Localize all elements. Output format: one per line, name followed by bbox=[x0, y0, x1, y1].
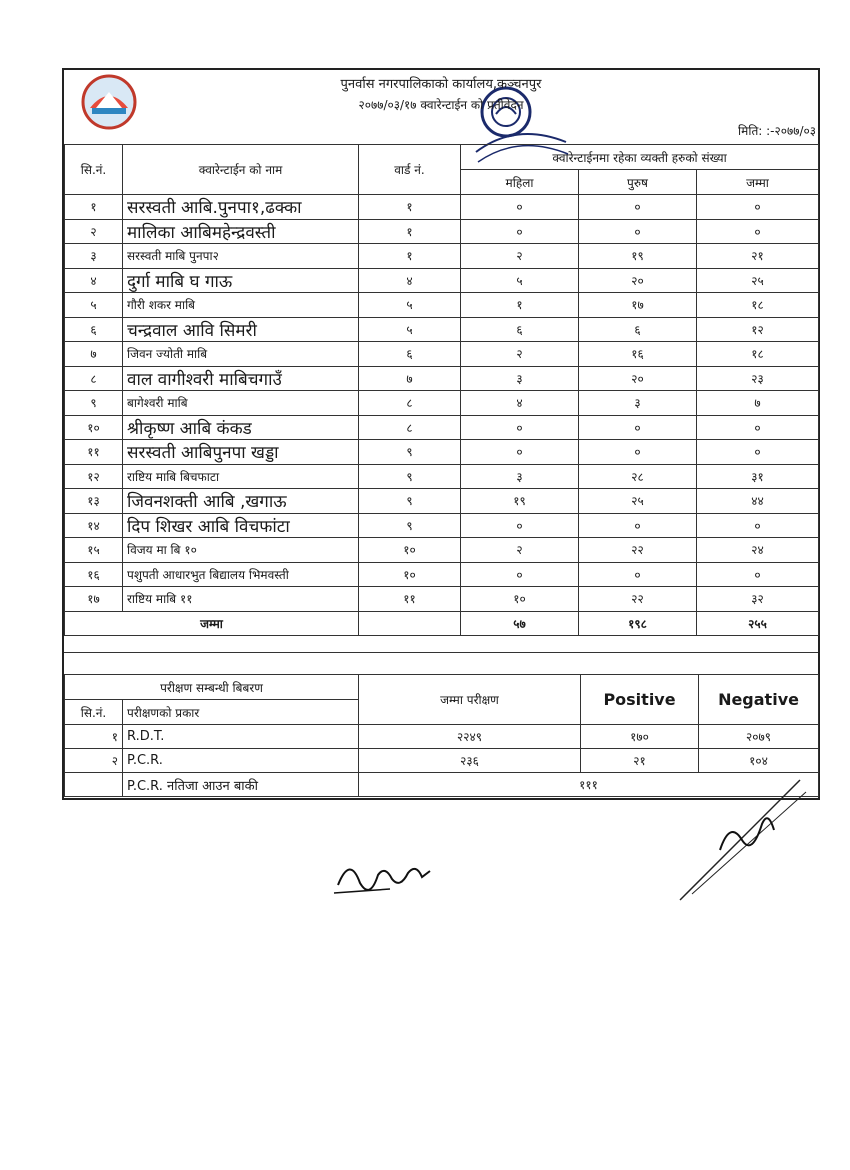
row-name: विजय मा बि १० bbox=[123, 538, 359, 563]
row-total: ० bbox=[697, 219, 819, 244]
table-row bbox=[65, 195, 819, 220]
row-total: १८ bbox=[697, 342, 819, 367]
negative-header: Negative bbox=[699, 675, 819, 725]
row-female: ० bbox=[461, 219, 579, 244]
row-name: सरस्वती आबि.पुनपा१,ढक्का bbox=[123, 195, 359, 220]
row-name: जिवनशक्ती आबि ,खगाऊ bbox=[123, 489, 359, 514]
test-negative: १०४ bbox=[699, 749, 819, 773]
row-ward: ९ bbox=[359, 464, 461, 489]
row-male: ० bbox=[579, 562, 697, 587]
row-male: २० bbox=[579, 366, 697, 391]
table-row bbox=[65, 244, 819, 269]
row-female: ० bbox=[461, 195, 579, 220]
positive-header: Positive bbox=[581, 675, 699, 725]
test-type: P.C.R. bbox=[123, 749, 359, 773]
totals-row bbox=[65, 611, 819, 636]
row-ward: १ bbox=[359, 195, 461, 220]
row-sn: ८ bbox=[65, 366, 123, 391]
row-male: १९ bbox=[579, 244, 697, 269]
row-name: जिवन ज्योती माबि bbox=[123, 342, 359, 367]
test-sn: २ bbox=[65, 749, 123, 773]
row-name: राष्टिय माबि ११ bbox=[123, 587, 359, 612]
row-total: ० bbox=[697, 440, 819, 465]
row-male: १७ bbox=[579, 293, 697, 318]
row-name: वाल वागीश्वरी माबिचगाउँ bbox=[123, 366, 359, 391]
table-row bbox=[65, 562, 819, 587]
report-date: मिति: :-२०७७/०३ bbox=[738, 124, 816, 138]
row-male: ० bbox=[579, 415, 697, 440]
row-ward: १ bbox=[359, 244, 461, 269]
table-row bbox=[65, 219, 819, 244]
row-total: २३ bbox=[697, 366, 819, 391]
row-ward: १० bbox=[359, 538, 461, 563]
row-male: ० bbox=[579, 195, 697, 220]
row-ward: ५ bbox=[359, 293, 461, 318]
row-sn: १० bbox=[65, 415, 123, 440]
row-total: २१ bbox=[697, 244, 819, 269]
row-ward: १ bbox=[359, 219, 461, 244]
row-total: ० bbox=[697, 195, 819, 220]
totals-ward bbox=[359, 611, 461, 636]
pending-label: P.C.R. नतिजा आउन बाकी bbox=[123, 773, 359, 797]
test-total: २३६ bbox=[359, 749, 581, 773]
totals-male: १९८ bbox=[579, 611, 697, 636]
row-total: २५ bbox=[697, 268, 819, 293]
female-header: महिला bbox=[461, 170, 579, 195]
row-ward: ८ bbox=[359, 415, 461, 440]
total-header: जम्मा bbox=[697, 170, 819, 195]
row-female: १ bbox=[461, 293, 579, 318]
table-row bbox=[65, 415, 819, 440]
row-female: ५ bbox=[461, 268, 579, 293]
table-row bbox=[65, 293, 819, 318]
row-male: २२ bbox=[579, 538, 697, 563]
row-ward: ९ bbox=[359, 489, 461, 514]
row-name: श्रीकृष्ण आबि कंकड bbox=[123, 415, 359, 440]
row-name: पशुपती आधारभुत बिद्यालय भिमवस्ती bbox=[123, 562, 359, 587]
table-row bbox=[65, 342, 819, 367]
test-type-header: परीक्षणको प्रकार bbox=[123, 700, 359, 725]
test-section-title: परीक्षण सम्बन्धी बिबरण bbox=[65, 675, 359, 700]
row-ward: ११ bbox=[359, 587, 461, 612]
pending-value: १११ bbox=[359, 773, 819, 797]
row-name: राष्टिय माबि बिचफाटा bbox=[123, 464, 359, 489]
test-positive: १७० bbox=[581, 725, 699, 749]
row-sn: ४ bbox=[65, 268, 123, 293]
row-ward: ८ bbox=[359, 391, 461, 416]
quarantine-rows bbox=[65, 195, 819, 612]
row-sn: १६ bbox=[65, 562, 123, 587]
row-ward: ९ bbox=[359, 440, 461, 465]
report-sheet bbox=[62, 68, 820, 800]
row-name: बागेश्वरी माबि bbox=[123, 391, 359, 416]
quarantine-table bbox=[64, 144, 819, 636]
row-male: ३ bbox=[579, 391, 697, 416]
row-sn: १३ bbox=[65, 489, 123, 514]
table-row bbox=[65, 317, 819, 342]
row-female: १९ bbox=[461, 489, 579, 514]
totals-female: ५७ bbox=[461, 611, 579, 636]
row-male: ६ bbox=[579, 317, 697, 342]
row-female: ४ bbox=[461, 391, 579, 416]
row-name: सरस्वती माबि पुनपा२ bbox=[123, 244, 359, 269]
signature-right-stamp bbox=[670, 770, 810, 910]
row-sn: ९ bbox=[65, 391, 123, 416]
row-male: ० bbox=[579, 513, 697, 538]
row-total: ३२ bbox=[697, 587, 819, 612]
row-male: २८ bbox=[579, 464, 697, 489]
table-row bbox=[65, 440, 819, 465]
row-name: मालिका आबिमहेन्द्रवस्ती bbox=[123, 219, 359, 244]
row-ward: ६ bbox=[359, 342, 461, 367]
row-total: ० bbox=[697, 415, 819, 440]
row-female: ६ bbox=[461, 317, 579, 342]
row-female: ० bbox=[461, 440, 579, 465]
signature-left bbox=[330, 845, 440, 905]
row-female: ३ bbox=[461, 366, 579, 391]
row-ward: ७ bbox=[359, 366, 461, 391]
row-female: ० bbox=[461, 513, 579, 538]
table-row bbox=[65, 366, 819, 391]
row-sn: ७ bbox=[65, 342, 123, 367]
report-subtitle: २०७७/०३/१७ क्वारेन्टाईन को प्रतीवेदन bbox=[358, 98, 524, 112]
row-male: २२ bbox=[579, 587, 697, 612]
row-name: गौरी शकर माबि bbox=[123, 293, 359, 318]
row-female: ३ bbox=[461, 464, 579, 489]
row-female: २ bbox=[461, 538, 579, 563]
pending-sn bbox=[65, 773, 123, 797]
test-row bbox=[65, 749, 819, 773]
total-tests-header: जम्मा परीक्षण bbox=[359, 675, 581, 725]
row-male: २० bbox=[579, 268, 697, 293]
row-male: ० bbox=[579, 440, 697, 465]
row-male: २५ bbox=[579, 489, 697, 514]
row-total: ७ bbox=[697, 391, 819, 416]
ward-header: वार्ड नं. bbox=[359, 145, 461, 195]
row-total: ३१ bbox=[697, 464, 819, 489]
row-sn: ५ bbox=[65, 293, 123, 318]
test-negative: २०७९ bbox=[699, 725, 819, 749]
row-male: १६ bbox=[579, 342, 697, 367]
row-total: ४४ bbox=[697, 489, 819, 514]
row-sn: १ bbox=[65, 195, 123, 220]
test-type: R.D.T. bbox=[123, 725, 359, 749]
table-row bbox=[65, 268, 819, 293]
row-total: ० bbox=[697, 562, 819, 587]
row-ward: ९ bbox=[359, 513, 461, 538]
totals-label: जम्मा bbox=[65, 611, 359, 636]
row-name: दिप शिखर आबि विचफांटा bbox=[123, 513, 359, 538]
table-row bbox=[65, 513, 819, 538]
row-ward: १० bbox=[359, 562, 461, 587]
row-total: २४ bbox=[697, 538, 819, 563]
test-sn: १ bbox=[65, 725, 123, 749]
row-sn: १७ bbox=[65, 587, 123, 612]
row-name: सरस्वती आबिपुनपा खड्डा bbox=[123, 440, 359, 465]
row-sn: ११ bbox=[65, 440, 123, 465]
row-female: ० bbox=[461, 562, 579, 587]
totals-total: २५५ bbox=[697, 611, 819, 636]
table-spacer bbox=[64, 652, 818, 675]
row-total: ० bbox=[697, 513, 819, 538]
name-header: क्वारेन्टाईन को नाम bbox=[123, 145, 359, 195]
row-name: चन्द्रवाल आवि सिमरी bbox=[123, 317, 359, 342]
table-row bbox=[65, 464, 819, 489]
row-male: ० bbox=[579, 219, 697, 244]
row-female: २ bbox=[461, 342, 579, 367]
row-name: दुर्गा माबि घ गाऊ bbox=[123, 268, 359, 293]
office-title: पुनर्वास नगरपालिकाको कार्यालय,कञ्चनपुर bbox=[340, 77, 542, 92]
test-total: २२४९ bbox=[359, 725, 581, 749]
row-female: १० bbox=[461, 587, 579, 612]
table-row bbox=[65, 538, 819, 563]
test-sn-header: सि.नं. bbox=[65, 700, 123, 725]
row-sn: १५ bbox=[65, 538, 123, 563]
table-row bbox=[65, 391, 819, 416]
row-sn: १२ bbox=[65, 464, 123, 489]
row-ward: ५ bbox=[359, 317, 461, 342]
test-positive: २१ bbox=[581, 749, 699, 773]
table-row bbox=[65, 587, 819, 612]
test-row bbox=[65, 725, 819, 749]
row-sn: १४ bbox=[65, 513, 123, 538]
test-rows bbox=[65, 725, 819, 773]
row-sn: ३ bbox=[65, 244, 123, 269]
row-sn: ६ bbox=[65, 317, 123, 342]
male-header: पुरुष bbox=[579, 170, 697, 195]
table-row bbox=[65, 489, 819, 514]
row-ward: ४ bbox=[359, 268, 461, 293]
sn-header: सि.नं. bbox=[65, 145, 123, 195]
row-female: ० bbox=[461, 415, 579, 440]
people-count-header: क्वारेन्टाईनमा रहेका व्यक्ती हरुको संख्या bbox=[461, 145, 819, 170]
row-total: १८ bbox=[697, 293, 819, 318]
row-total: १२ bbox=[697, 317, 819, 342]
row-female: २ bbox=[461, 244, 579, 269]
row-sn: २ bbox=[65, 219, 123, 244]
